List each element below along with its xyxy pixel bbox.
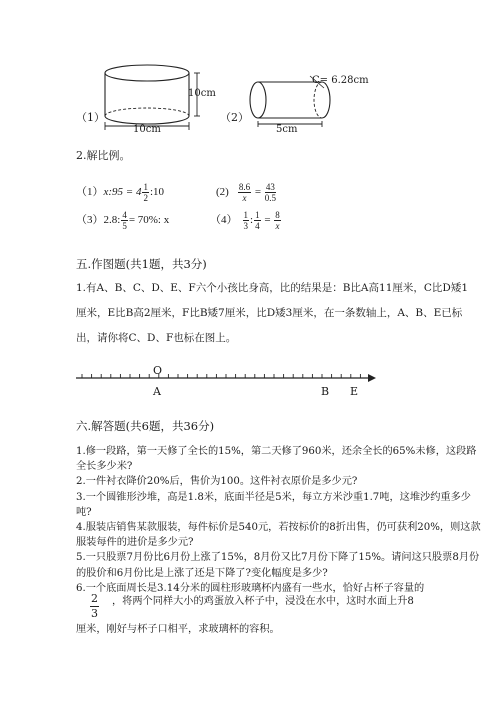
fraction-numerator: 4 <box>122 210 127 220</box>
section-title-proportion: 2.解比例。 <box>76 149 131 162</box>
item-expression: 2.8: <box>103 214 121 227</box>
label-origin: O <box>153 364 163 377</box>
fraction-denominator: 2 <box>143 193 148 203</box>
word-problem-5: 5.一只股票7月份比6月份上涨了15%，8月份又比7月份下降了15%。请问这只股票8月份的股价和6月份比是上涨了还是下降了?变化幅度是多少? <box>76 552 480 579</box>
fraction-numerator: 43 <box>265 182 275 192</box>
fig1-label: （1） <box>76 111 105 124</box>
section-title-drawing: 五.作图题(共1题，共3分) <box>76 257 207 271</box>
number-line-ticks <box>82 374 360 378</box>
colon: : <box>250 214 254 227</box>
fraction-denominator: x <box>275 221 280 231</box>
number-line <box>70 362 380 402</box>
fraction <box>238 182 251 203</box>
fraction-numerator: 2 <box>91 592 98 605</box>
fraction-numerator: 1 <box>143 182 148 192</box>
proportion-item-3 <box>76 210 169 231</box>
word-problem-3: 3.一个圆锥形沙堆，高是1.8米，底面半径是5米，每立方米沙重1.7吨，这堆沙约重多少吨? <box>76 491 471 518</box>
fraction <box>121 210 128 231</box>
fraction-numerator: 1 <box>255 210 260 220</box>
proportion-item-2 <box>216 182 277 203</box>
fig1-diameter-label: 10cm <box>133 124 161 135</box>
fraction-denominator: 0.5 <box>264 193 277 203</box>
fraction-denominator: x <box>242 193 247 203</box>
item-expression: :10 <box>149 186 165 199</box>
equals-sign: = <box>254 186 262 199</box>
proportion-item-4 <box>210 210 282 231</box>
item-expression: = 70%: x <box>128 214 170 227</box>
item-number: （4） <box>210 214 238 227</box>
fraction <box>142 182 149 203</box>
word-problem-6: 6.一个底面周长是3.14分米的圆柱形玻璃杯内盛有一些水，恰好占杯子容量的 <box>76 582 425 594</box>
problem6-continuation-2: 厘米，刚好与杯子口相平，求玻璃杯的容积。 <box>76 624 280 635</box>
fraction-numerator: 8.6 <box>238 182 251 192</box>
item-expression: x:95 = 4 <box>103 186 142 199</box>
problem6-continuation-1: ，将两个同样大小的鸡蛋放入杯子中，浸没在水中，这时水面上升8 <box>112 596 414 607</box>
fig2-circumference-label: C= 6.28cm <box>312 75 369 86</box>
fig2-label: （2） <box>220 111 249 124</box>
equals-sign: = <box>264 214 271 227</box>
section-title-word-problems: 六.解答题(共6题，共36分) <box>76 419 215 433</box>
word-problem-4: 4.服装店销售某款服装，每件标价是540元，若按标价的8折出售，仍可获利20%，则这款服装每件的进价是多少元? <box>76 522 481 549</box>
label-point-e: E <box>350 385 359 398</box>
fraction-denominator: 5 <box>122 221 127 231</box>
fraction-denominator: 4 <box>255 221 260 231</box>
word-problem-1: 1.修一段路，第一天修了全长的15%，第二天修了960米，还余全长的65%未修，这段路全长多少米? <box>76 446 477 473</box>
fig2-length-label: 5cm <box>276 124 298 135</box>
fraction-denominator: 3 <box>91 607 98 620</box>
label-point-b: B <box>321 385 330 398</box>
fraction <box>265 182 276 203</box>
fraction <box>274 210 281 231</box>
fraction <box>254 210 261 231</box>
drawing-problem-text: 1.有A、B、C、D、E、F六个小孩比身高，比的结果是：B比A高11厘米，C比D矮1厘米，E比B高2厘米，F比B矮7厘米，比D矮3厘米，在一条数轴上，A、B、E已标出，请你将C、D、F也标在图上。 <box>76 282 469 344</box>
fig1-height-label: 10cm <box>188 88 216 99</box>
fraction <box>243 210 250 231</box>
label-point-a: A <box>153 385 161 398</box>
item-number: （1） <box>76 186 104 199</box>
item-number: （3） <box>76 214 104 227</box>
word-problem-2: 2.一件衬衣降价20%后，售价为100。这件衬衣原价是多少元? <box>76 476 358 488</box>
proportion-item-1 <box>76 182 164 203</box>
word-problem-list <box>76 444 481 596</box>
problem6-fraction <box>90 592 99 621</box>
fraction-numerator: 8 <box>275 210 280 220</box>
item-number: (2) <box>216 186 229 199</box>
fraction-denominator: 3 <box>243 221 248 231</box>
fraction-numerator: 1 <box>243 210 248 220</box>
